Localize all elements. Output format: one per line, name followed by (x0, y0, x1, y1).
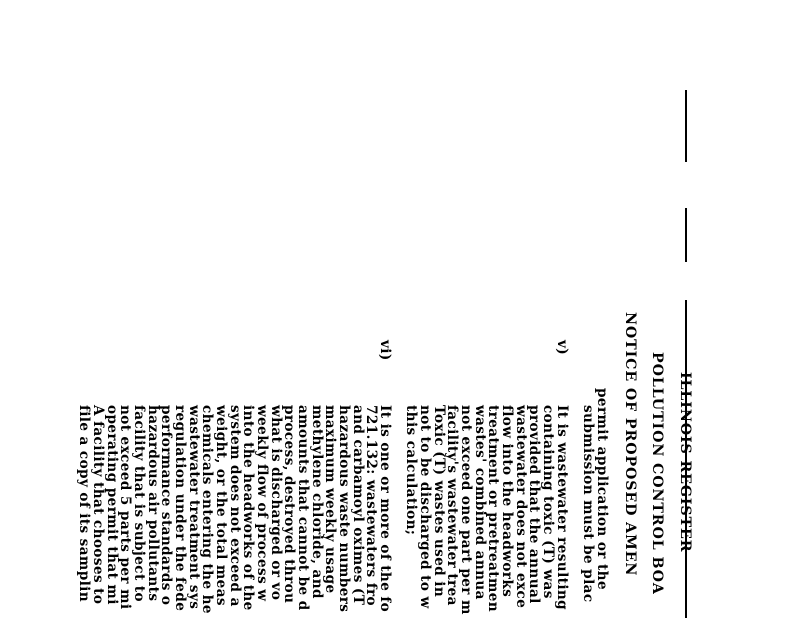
intro-line: permit application or the (594, 388, 610, 591)
item-vi-line: system does not exceed a (227, 405, 243, 607)
item-vi-line: hazardous air pollutants (145, 405, 161, 602)
item-vi-line: facility that is subject to (131, 405, 147, 602)
item-vi-line: weekly flow of process w (254, 405, 270, 602)
item-vi-line: performance standards o (158, 405, 174, 606)
header-rule-2 (685, 208, 687, 262)
item-vi-line: wastewater treatment sys (186, 405, 202, 610)
item-vi-line: weight, or the total meas (213, 405, 229, 606)
item-v-line: wastewater does not exce (513, 405, 529, 609)
item-v-line: facility's wastewater trea (444, 405, 460, 606)
item-vi-line: and carbamoyl oximes (T (350, 405, 366, 606)
item-vi-line: amounts that cannot be d (295, 405, 311, 611)
item-v-line: Toxic (T) wastes used in (431, 405, 447, 598)
intro-line: submission must be plac (580, 405, 596, 603)
item-vi-line: operating permit that mi (104, 405, 120, 605)
item-v-line: treatment or pretreatmen (485, 405, 501, 613)
item-v-line: provided that the annual (526, 405, 542, 604)
item-vi-line: It is one or more of the fo (377, 405, 393, 613)
item-v-line: It is wastewater resulting (554, 405, 570, 611)
item-v-line: wastes' combined annua (472, 405, 488, 600)
item-vi-line: A facility that chooses to (90, 405, 106, 605)
item-vi-line: maximum weekly usage (322, 405, 338, 594)
item-v-line: containing toxic (T) was (540, 405, 556, 599)
item-vi-line: 721.132: wastewaters fro (363, 405, 379, 606)
board-name: POLLUTION CONTROL BOA (649, 352, 665, 595)
header-rule-1 (685, 90, 687, 162)
item-v-line: not exceed one part per m (458, 405, 474, 615)
register-title: ILLINOIS REGISTER (677, 372, 693, 553)
item-vi-line: hazardous waste numbers (336, 405, 352, 613)
item-vi-line: methylene chloride, and (309, 405, 325, 599)
item-v-marker: v) (554, 340, 570, 356)
item-vi-line: process, destroyed throu (281, 405, 297, 604)
item-vi-line: what is discharged or vo (268, 405, 284, 601)
item-vi-line: into the headworks of the (240, 405, 256, 611)
item-v-line: flow into the headworks (499, 405, 515, 598)
item-vi-line: regulation under the fede (172, 405, 188, 612)
item-vi-line: file a copy of its samplin (76, 405, 92, 603)
notice-title: NOTICE OF PROPOSED AMEN (622, 312, 638, 577)
item-v-line: this calculation; (403, 405, 419, 536)
item-vi-line: chemicals entering the he (199, 405, 215, 614)
item-vi-line: not exceed 5 parts per mi (117, 405, 133, 610)
item-v-line: not to be discharged to w (417, 405, 433, 609)
item-vi-marker: vi) (377, 340, 393, 361)
